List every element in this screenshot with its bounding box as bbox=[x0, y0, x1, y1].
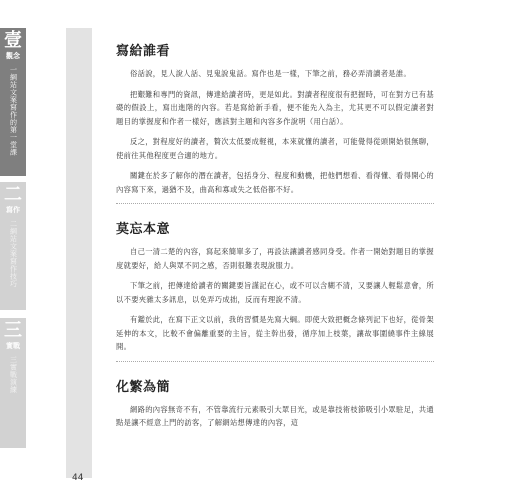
page-content bbox=[116, 40, 434, 437]
paragraph: 把艱難和專門的資訊，傳達給讀者時，更是如此。對讀者程度很有把握時，可在對方已有基礎的假設上，寫出進階的內容。若是寫給新手看，便不能先入為主，尤其更不可以假定讀者對題目的掌握度和作者一樣好，應該對主題和內容多作說明（用白話）。 bbox=[116, 89, 434, 126]
chapter-tab-1[interactable] bbox=[0, 28, 26, 176]
paragraph: 自己一清二楚的內容，寫起來簡單多了，再設法讓讀者感同身受。作者一開始對題目的掌握度就要好，給人與眾不同之感，否則很難表現說服力。 bbox=[116, 247, 434, 270]
section-heading: 莫忘本意 bbox=[116, 222, 171, 237]
section-heading: 寫給誰看 bbox=[116, 44, 171, 59]
page-number: 44 bbox=[72, 473, 84, 483]
paragraph: 網路的內容無奇不有，不管靠流行元素吸引大眾目光，或是靠技術枝節吸引小眾駐足，共通點是讓不經意上門的訪客，了解網站想傳達的內容，這 bbox=[116, 404, 434, 427]
section-heading: 化繁為簡 bbox=[116, 379, 171, 395]
chapter-tab-subtitle: 二網站文案寫作技巧 bbox=[9, 220, 18, 288]
chapter-tab-label: 實戰 bbox=[6, 342, 20, 350]
paragraph: 關鍵在於多了解你的潛在讀者，包括身分、程度和動機，把他們想看、看得懂、看得開心的內容寫下來，過猶不及，曲高和寡或失之低俗都不好。 bbox=[116, 171, 434, 194]
chapter-tab-number: 二 bbox=[4, 184, 22, 205]
chapter-tab-subtitle: 一網站文案寫作的第一堂課 bbox=[9, 66, 18, 156]
paragraph: 俗話說，見人說人話、見鬼說鬼話。寫作也是一樣，下筆之前，務必弄清讀者是誰。 bbox=[130, 69, 412, 78]
paragraph: 有鑑於此，在寫下正文以前，我的習慣是先寫大綱。即使大致把概念條列記下也好，從骨架延伸的本文，比較不會偏離重要的主旨，從主幹出發，循序加上枝葉，讓故事圍繞事件主線展開。 bbox=[116, 315, 434, 351]
chapter-tab-strip bbox=[66, 28, 92, 478]
chapter-tab-3[interactable] bbox=[0, 318, 26, 448]
chapter-tab-number: 三 bbox=[4, 320, 22, 341]
section-divider bbox=[116, 203, 434, 204]
chapter-tab-2[interactable] bbox=[0, 182, 26, 310]
chapter-tab-label: 觀念 bbox=[6, 52, 20, 60]
section-divider bbox=[116, 361, 434, 362]
chapter-tab-subtitle: 三實戰演練 bbox=[9, 356, 18, 394]
chapter-tab-label: 寫作 bbox=[6, 206, 20, 214]
chapter-tab-number: 壹 bbox=[4, 30, 22, 51]
paragraph: 反之，對程度好的讀者，贅次太低要成軽視，本來就懂的讀者，可能覺得從頭開始很無聊，使前往其他程度更合適的地方。 bbox=[116, 137, 434, 160]
paragraph: 下筆之前，把傳達給讀者的關鍵要旨謹記在心，或不可以含糊不清，又要讓人輕鬆意會，所以不要夾雜太多訊息，以免弄巧成拙，反而有理說不清。 bbox=[116, 281, 434, 304]
